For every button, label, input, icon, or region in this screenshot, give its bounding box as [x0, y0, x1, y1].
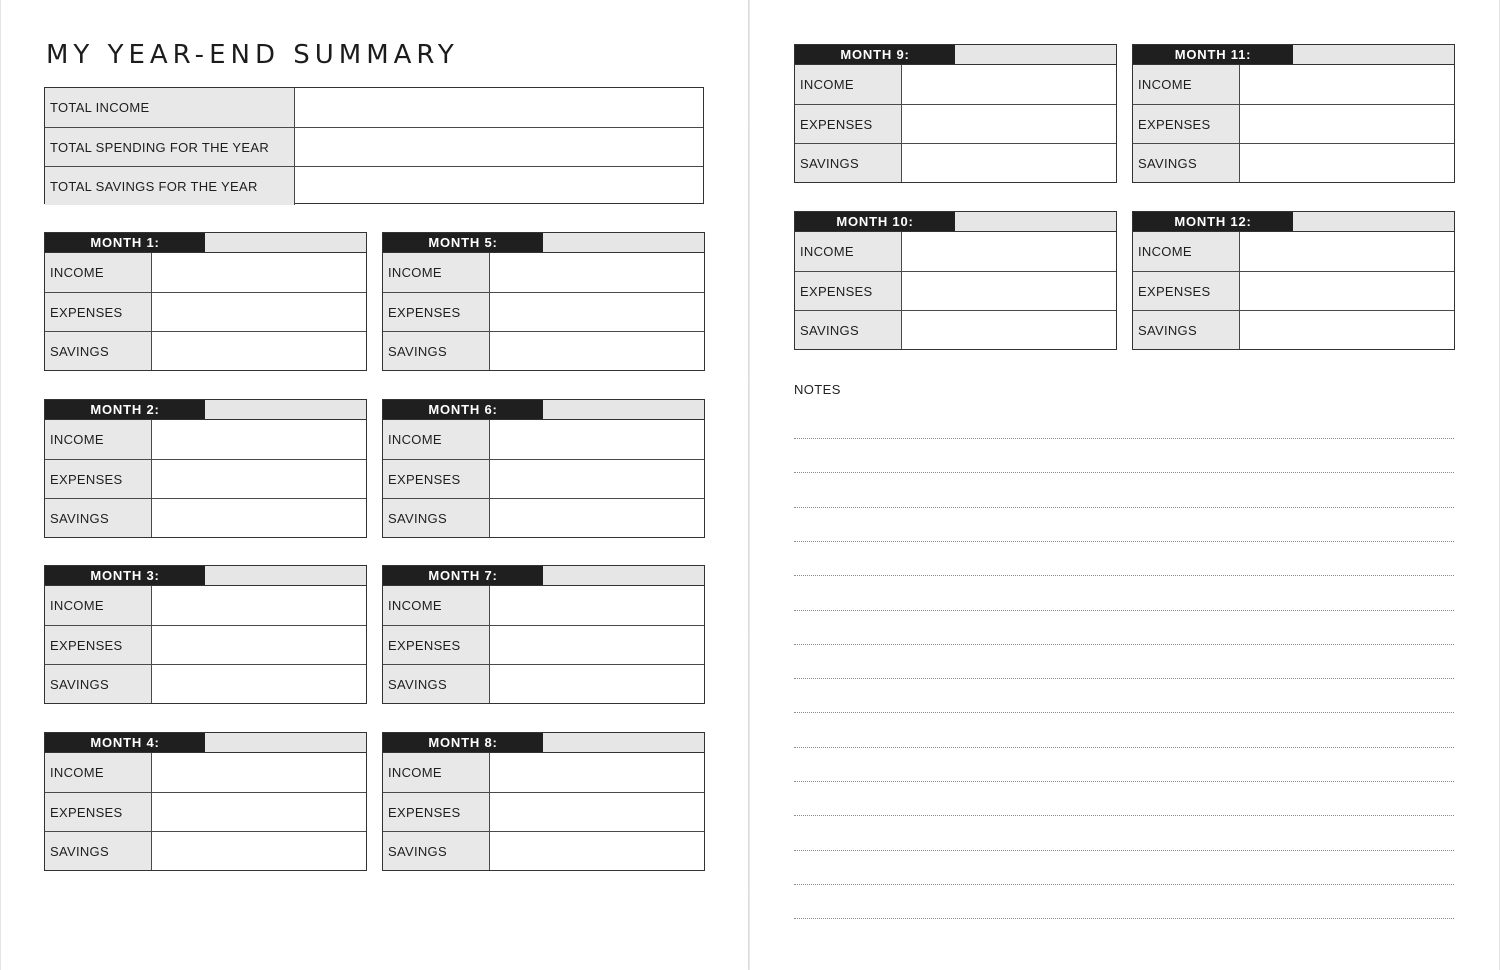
- notes-line[interactable]: [794, 438, 1454, 439]
- total-spending-field[interactable]: [295, 128, 703, 166]
- month-4-expenses-row: [45, 792, 366, 831]
- month-row-label: SAVINGS: [45, 832, 152, 870]
- month-11-table: [1132, 44, 1455, 183]
- month-10-savings-row: [795, 310, 1116, 349]
- month-header: [45, 733, 366, 753]
- month-row-label: INCOME: [383, 420, 490, 459]
- month-4-income-row: [45, 753, 366, 792]
- month-title: MONTH 7:: [383, 566, 543, 585]
- summary-row-total-savings: [45, 166, 703, 205]
- month-9-savings-row: [795, 143, 1116, 182]
- month-header: [45, 233, 366, 253]
- page-title: MY YEAR-END SUMMARY: [46, 40, 459, 70]
- month-9-income-field[interactable]: [902, 65, 1116, 104]
- month-2-savings-row: [45, 498, 366, 537]
- month-row-label: SAVINGS: [1133, 311, 1240, 349]
- month-6-table: [382, 399, 705, 538]
- month-3-expenses-row: [45, 625, 366, 664]
- month-6-income-field[interactable]: [490, 420, 704, 459]
- month-6-expenses-row: [383, 459, 704, 498]
- year-summary-table: [44, 87, 704, 204]
- month-9-expenses-field[interactable]: [902, 105, 1116, 143]
- month-8-expenses-field[interactable]: [490, 793, 704, 831]
- month-9-savings-field[interactable]: [902, 144, 1116, 182]
- month-4-savings-row: [45, 831, 366, 870]
- notes-label: NOTES: [794, 382, 841, 397]
- month-title: MONTH 4:: [45, 733, 205, 752]
- month-2-name-field[interactable]: [205, 400, 366, 419]
- month-title: MONTH 6:: [383, 400, 543, 419]
- month-row-label: SAVINGS: [45, 665, 152, 703]
- month-5-table: [382, 232, 705, 371]
- notes-line[interactable]: [794, 507, 1454, 508]
- month-7-income-field[interactable]: [490, 586, 704, 625]
- month-2-income-field[interactable]: [152, 420, 366, 459]
- month-row-label: EXPENSES: [1133, 272, 1240, 310]
- month-12-name-field[interactable]: [1293, 212, 1454, 231]
- month-row-label: INCOME: [795, 232, 902, 271]
- month-7-table: [382, 565, 705, 704]
- month-12-expenses-field[interactable]: [1240, 272, 1454, 310]
- notes-line[interactable]: [794, 850, 1454, 851]
- notes-line[interactable]: [794, 610, 1454, 611]
- month-9-table: [794, 44, 1117, 183]
- month-12-savings-field[interactable]: [1240, 311, 1454, 349]
- month-6-income-row: [383, 420, 704, 459]
- month-row-label: SAVINGS: [45, 332, 152, 370]
- month-11-income-row: [1133, 65, 1454, 104]
- month-11-expenses-row: [1133, 104, 1454, 143]
- month-8-savings-field[interactable]: [490, 832, 704, 870]
- page-edge-left: [0, 0, 1, 970]
- month-row-label: EXPENSES: [383, 793, 490, 831]
- month-header: [795, 212, 1116, 232]
- month-3-income-row: [45, 586, 366, 625]
- month-row-label: INCOME: [45, 253, 152, 292]
- month-row-label: EXPENSES: [45, 626, 152, 664]
- notes-line[interactable]: [794, 472, 1454, 473]
- month-8-income-field[interactable]: [490, 753, 704, 792]
- month-6-expenses-field[interactable]: [490, 460, 704, 498]
- month-11-savings-row: [1133, 143, 1454, 182]
- month-row-label: INCOME: [45, 420, 152, 459]
- month-6-savings-field[interactable]: [490, 499, 704, 537]
- month-9-name-field[interactable]: [955, 45, 1116, 64]
- month-7-savings-field[interactable]: [490, 665, 704, 703]
- notes-line[interactable]: [794, 678, 1454, 679]
- month-row-label: EXPENSES: [45, 793, 152, 831]
- month-5-expenses-row: [383, 292, 704, 331]
- month-row-label: EXPENSES: [795, 272, 902, 310]
- month-title: MONTH 12:: [1133, 212, 1293, 231]
- month-row-label: INCOME: [45, 753, 152, 792]
- month-6-savings-row: [383, 498, 704, 537]
- month-3-name-field[interactable]: [205, 566, 366, 585]
- month-row-label: INCOME: [45, 586, 152, 625]
- month-title: MONTH 3:: [45, 566, 205, 585]
- month-title: MONTH 9:: [795, 45, 955, 64]
- month-row-label: EXPENSES: [45, 460, 152, 498]
- month-header: [383, 233, 704, 253]
- month-header: [45, 566, 366, 586]
- month-row-label: SAVINGS: [795, 144, 902, 182]
- month-row-label: INCOME: [1133, 232, 1240, 271]
- month-8-savings-row: [383, 831, 704, 870]
- month-10-table: [794, 211, 1117, 350]
- month-5-savings-field[interactable]: [490, 332, 704, 370]
- month-row-label: EXPENSES: [45, 293, 152, 331]
- month-6-name-field[interactable]: [543, 400, 704, 419]
- month-title: MONTH 5:: [383, 233, 543, 252]
- month-1-table: [44, 232, 367, 371]
- month-row-label: INCOME: [1133, 65, 1240, 104]
- month-5-name-field[interactable]: [543, 233, 704, 252]
- month-2-income-row: [45, 420, 366, 459]
- month-3-income-field[interactable]: [152, 586, 366, 625]
- summary-label: TOTAL INCOME: [45, 88, 295, 127]
- month-row-label: INCOME: [795, 65, 902, 104]
- month-row-label: SAVINGS: [383, 665, 490, 703]
- month-header: [383, 566, 704, 586]
- summary-row-total-income: [45, 88, 703, 127]
- month-row-label: SAVINGS: [45, 499, 152, 537]
- month-12-table: [1132, 211, 1455, 350]
- month-7-savings-row: [383, 664, 704, 703]
- month-4-name-field[interactable]: [205, 733, 366, 752]
- month-3-savings-field[interactable]: [152, 665, 366, 703]
- month-12-expenses-row: [1133, 271, 1454, 310]
- month-10-expenses-field[interactable]: [902, 272, 1116, 310]
- month-10-name-field[interactable]: [955, 212, 1116, 231]
- notes-line[interactable]: [794, 781, 1454, 782]
- month-7-income-row: [383, 586, 704, 625]
- month-1-savings-field[interactable]: [152, 332, 366, 370]
- month-title: MONTH 2:: [45, 400, 205, 419]
- month-10-savings-field[interactable]: [902, 311, 1116, 349]
- month-header: [383, 400, 704, 420]
- month-12-income-row: [1133, 232, 1454, 271]
- month-row-label: SAVINGS: [795, 311, 902, 349]
- month-1-name-field[interactable]: [205, 233, 366, 252]
- month-4-expenses-field[interactable]: [152, 793, 366, 831]
- month-1-income-row: [45, 253, 366, 292]
- month-8-table: [382, 732, 705, 871]
- month-4-income-field[interactable]: [152, 753, 366, 792]
- month-8-name-field[interactable]: [543, 733, 704, 752]
- notes-line[interactable]: [794, 644, 1454, 645]
- month-row-label: INCOME: [383, 586, 490, 625]
- month-1-savings-row: [45, 331, 366, 370]
- month-7-expenses-row: [383, 625, 704, 664]
- month-10-income-row: [795, 232, 1116, 271]
- month-5-savings-row: [383, 331, 704, 370]
- month-10-income-field[interactable]: [902, 232, 1116, 271]
- month-9-income-row: [795, 65, 1116, 104]
- month-5-income-field[interactable]: [490, 253, 704, 292]
- month-2-expenses-field[interactable]: [152, 460, 366, 498]
- month-11-name-field[interactable]: [1293, 45, 1454, 64]
- month-row-label: INCOME: [383, 253, 490, 292]
- month-9-expenses-row: [795, 104, 1116, 143]
- notes-line[interactable]: [794, 575, 1454, 576]
- notes-line[interactable]: [794, 747, 1454, 748]
- month-title: MONTH 10:: [795, 212, 955, 231]
- month-3-table: [44, 565, 367, 704]
- month-8-expenses-row: [383, 792, 704, 831]
- month-8-income-row: [383, 753, 704, 792]
- month-row-label: EXPENSES: [383, 293, 490, 331]
- summary-label: TOTAL SAVINGS FOR THE YEAR: [45, 167, 295, 205]
- month-2-expenses-row: [45, 459, 366, 498]
- month-row-label: EXPENSES: [383, 626, 490, 664]
- total-savings-field[interactable]: [295, 167, 703, 205]
- total-income-field[interactable]: [295, 88, 703, 127]
- month-7-name-field[interactable]: [543, 566, 704, 585]
- month-header: [1133, 212, 1454, 232]
- month-title: MONTH 1:: [45, 233, 205, 252]
- notes-line[interactable]: [794, 918, 1454, 919]
- month-4-table: [44, 732, 367, 871]
- notes-line[interactable]: [794, 712, 1454, 713]
- book-gutter: [748, 0, 750, 970]
- month-12-savings-row: [1133, 310, 1454, 349]
- notes-line[interactable]: [794, 815, 1454, 816]
- month-5-expenses-field[interactable]: [490, 293, 704, 331]
- month-row-label: SAVINGS: [383, 832, 490, 870]
- month-3-expenses-field[interactable]: [152, 626, 366, 664]
- notes-line[interactable]: [794, 884, 1454, 885]
- month-7-expenses-field[interactable]: [490, 626, 704, 664]
- month-row-label: EXPENSES: [383, 460, 490, 498]
- month-10-expenses-row: [795, 271, 1116, 310]
- month-title: MONTH 11:: [1133, 45, 1293, 64]
- month-1-expenses-row: [45, 292, 366, 331]
- month-12-income-field[interactable]: [1240, 232, 1454, 271]
- summary-label: TOTAL SPENDING FOR THE YEAR: [45, 128, 295, 166]
- month-3-savings-row: [45, 664, 366, 703]
- month-4-savings-field[interactable]: [152, 832, 366, 870]
- month-5-income-row: [383, 253, 704, 292]
- month-header: [45, 400, 366, 420]
- month-1-expenses-field[interactable]: [152, 293, 366, 331]
- month-row-label: INCOME: [383, 753, 490, 792]
- month-11-savings-field[interactable]: [1240, 144, 1454, 182]
- summary-row-total-spending: [45, 127, 703, 166]
- month-row-label: SAVINGS: [383, 332, 490, 370]
- notes-line[interactable]: [794, 541, 1454, 542]
- month-2-savings-field[interactable]: [152, 499, 366, 537]
- month-row-label: EXPENSES: [795, 105, 902, 143]
- month-row-label: SAVINGS: [1133, 144, 1240, 182]
- month-row-label: EXPENSES: [1133, 105, 1240, 143]
- month-11-income-field[interactable]: [1240, 65, 1454, 104]
- month-2-table: [44, 399, 367, 538]
- month-header: [795, 45, 1116, 65]
- month-1-income-field[interactable]: [152, 253, 366, 292]
- month-row-label: SAVINGS: [383, 499, 490, 537]
- month-title: MONTH 8:: [383, 733, 543, 752]
- month-header: [1133, 45, 1454, 65]
- month-11-expenses-field[interactable]: [1240, 105, 1454, 143]
- month-header: [383, 733, 704, 753]
